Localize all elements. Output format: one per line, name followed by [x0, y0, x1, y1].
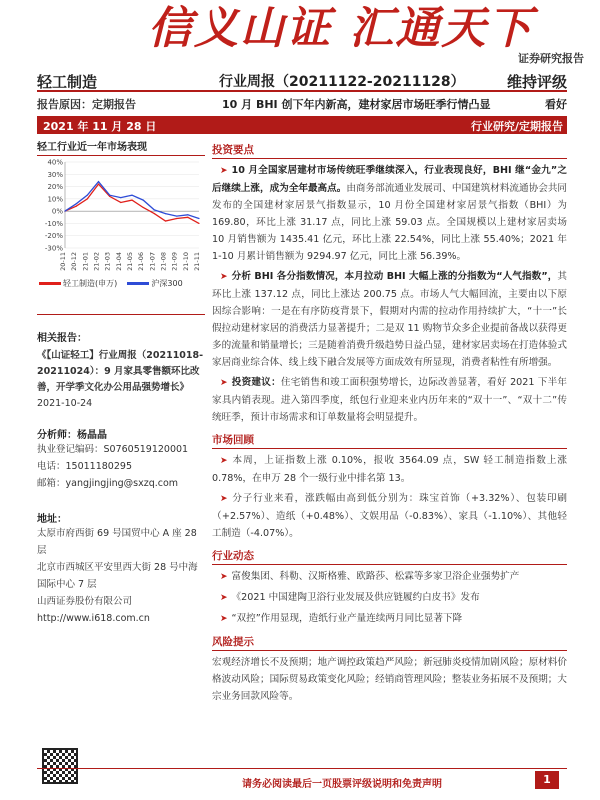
series-point-1: [131, 199, 132, 200]
risk-text: 宏观经济增长不及预期；地产调控政策趋严风险；新冠肺炎疫情加剧风险；原材料价格波动风险；国际贸易政策变化风险；经销商管理风险；整装业务拓展不及预期；大宗业务回款风险等。: [212, 657, 567, 702]
arrow-icon: ➤: [220, 614, 228, 624]
section-title-review: 市场回顾: [212, 432, 567, 449]
y-tick-label: 20%: [47, 183, 63, 192]
section-title-risk: 风险提示: [212, 634, 567, 651]
address-label: 地址：: [37, 514, 67, 525]
market-week-text: 本周，上证指数上涨 0.10%，报收 3564.09 点，SW 轻工制造指数上涨 0.78%，在申万 28 个一级行业中排名第 13。: [212, 455, 567, 484]
paragraph-bhi-lead: 10 月全国家居建材市场传统旺季继续深入，行业表现良好，BHI 继“金九”之后继续上涨，成为全年最高点。: [212, 165, 567, 194]
news-text-2: 《2021 中国建陶卫浴行业发展及供应链履约白皮书》发布: [231, 592, 480, 603]
series-point-1: [143, 207, 144, 208]
chart-title: 轻工行业近一年市场表现: [37, 138, 205, 156]
x-tick-label: 21-01: [81, 252, 90, 271]
series-point-2: [76, 203, 77, 204]
y-tick-label: -30%: [44, 244, 63, 253]
arrow-icon: ➤: [220, 272, 228, 282]
series-point-2: [120, 197, 121, 198]
subheader-row: [37, 96, 567, 114]
x-tick-label: 21-11: [193, 252, 201, 271]
x-tick-label: 21-04: [114, 252, 123, 271]
arrow-icon: ➤: [220, 494, 228, 504]
y-tick-label: 40%: [47, 158, 63, 167]
subsectors-text: 分子行业来看，涨跌幅由高到低分别为：珠宝首饰（+3.32%）、包装印刷（+2.57%）、造纸（+0.48%）、文娱用品（-0.83%）、家具（-1.10%）、其他轻工制造（-4.07%）。: [212, 493, 567, 539]
report-reason: 报告原因：定期报告: [37, 98, 136, 111]
series-point-1: [154, 213, 155, 214]
address-taiyuan: 太原市府西街 69 号国贸中心 A 座 28 层: [37, 528, 197, 556]
series-point-1: [76, 206, 77, 207]
paragraph-advice-body: 住宅销售和竣工面积强势增长，边际改善显著，看好 2021 下半年家具内销表现。进入第四季度，纸包行业迎来业内历年来的“双十一”、“双十二”传统旺季，预计市场需求和订单数量将会明显提升。: [212, 377, 568, 423]
y-tick-label: -10%: [44, 219, 63, 228]
x-tick-label: 21-03: [103, 252, 112, 271]
related-report: [37, 348, 205, 412]
paragraph-subsectors: [212, 490, 567, 542]
legend-swatch-red: [39, 282, 61, 285]
series-point-1: [109, 196, 110, 197]
market-performance-chart: [37, 156, 205, 296]
sector-name: 轻工制造: [37, 73, 98, 91]
series-point-1: [98, 184, 99, 185]
chart-canvas: [37, 156, 205, 276]
y-tick-label: 30%: [47, 170, 63, 179]
report-type: 行业周报（20211122-20211128）: [219, 74, 465, 90]
paragraph-subindex-lead: 分析 BHI 各分指数情况，本月拉动 BHI 大幅上涨的分指数为“人气指数”，: [231, 271, 558, 282]
paragraph-subindex: [212, 268, 567, 371]
page-number: 1: [535, 771, 559, 789]
arrow-icon: ➤: [220, 166, 228, 176]
address-beijing: 北京市西城区平安里西大街 28 号中海国际中心 7 层: [37, 562, 198, 590]
analyst-label: 分析师：杨晶晶: [37, 430, 107, 441]
y-tick-label: 10%: [47, 195, 63, 204]
paragraph-bhi-body: 由商务部流通业发展司、中国建筑材料流通协会共同发布的全国建材家居景气指数显示，10 月份全国建材家居景气指数（BHI）为 169.80，环比上涨 31.17 点，同比上涨 59.03 点。全国规模以上建材家居卖场 10 月销售额为 1435.41 亿元，环比上涨 22.54%，同比上涨 55.40%；2021 年 1-10 月累计销售额为 9294.97 亿元，同比上涨 56.39%。: [212, 183, 568, 262]
report-date: 2021 年 11 月 28 日: [43, 120, 157, 133]
section-title-highlights: 投资要点: [212, 142, 567, 159]
arrow-icon: ➤: [220, 378, 228, 388]
series-point-2: [143, 199, 144, 200]
series-point-2: [198, 218, 199, 219]
arrow-icon: ➤: [220, 456, 228, 466]
series-point-2: [165, 213, 166, 214]
arrow-icon: ➤: [220, 572, 228, 582]
date-bar: [37, 116, 567, 134]
paragraph-market-week: [212, 452, 567, 487]
legend-label-1: 轻工制造(申万): [63, 279, 118, 288]
footer: [37, 768, 567, 790]
company-website[interactable]: http://www.i618.com.cn: [37, 613, 150, 624]
sidebar: [37, 138, 205, 748]
x-tick-label: 21-08: [159, 252, 168, 271]
y-tick-label: -20%: [44, 232, 63, 241]
news-item: [212, 589, 567, 607]
series-point-2: [154, 209, 155, 210]
brand-slogan: 信义山证 汇通天下: [148, 3, 534, 54]
series-point-1: [198, 223, 199, 224]
chart-legend: [39, 278, 183, 289]
series-point-2: [187, 214, 188, 215]
series-point-1: [120, 202, 121, 203]
company-name: 山西证券股份有限公司: [37, 596, 133, 607]
legend-swatch-blue: [127, 282, 149, 285]
related-label: 相关报告：: [37, 333, 87, 344]
series-line-1: [65, 184, 199, 223]
series-point-2: [176, 215, 177, 216]
x-tick-label: 21-06: [137, 252, 146, 271]
header-bar: [37, 68, 567, 92]
legend-label-2: 沪深300: [151, 279, 183, 288]
footer-disclaimer: 请务必阅读最后一页股票评级说明和免责声明: [242, 779, 442, 790]
section-title-news: 行业动态: [212, 548, 567, 565]
main-content: [212, 138, 567, 750]
series-point-2: [64, 211, 65, 212]
x-tick-label: 20-12: [70, 252, 79, 271]
series-point-2: [109, 195, 110, 196]
paragraph-bhi: [212, 162, 567, 265]
rating: 维持评级: [506, 73, 567, 91]
brand-subtitle: 证券研究报告: [518, 52, 584, 65]
y-tick-label: 0%: [51, 207, 63, 216]
divider: [37, 314, 205, 315]
arrow-icon: ➤: [220, 593, 228, 603]
series-point-1: [176, 218, 177, 219]
related-report-title: 《【山证轻工】行业周报（20211018-20211024）：9 月家具零售额环比改善，开学季文化办公用品强势增长》: [37, 350, 204, 393]
news-text-1: 富俊集团、科勒、汉斯格雅、欧路莎、松霖等多家卫浴企业强势扩产: [231, 571, 520, 582]
x-tick-label: 21-10: [181, 252, 190, 271]
paragraph-subindex-body: 其环比上涨 137.12 点，同比上涨达 200.75 点。市场人气大幅回流，主要由以下原因综合影响：一是在有序防疫背景下，假期对内需的拉动作用持续扩大，“十一”长假拉动建材家居的消费活力显著提升；二是双 11 购物节众多企业提前备战以获得更多的流量和销量增长；三是随着消费升级趋势日益凸显，建材家居卖场在打造体验式家居商业综合体、线上线下融合发展等方面成效有所显现，消费者粘性有所增强。: [212, 271, 567, 368]
paragraph-advice: [212, 374, 567, 426]
series-point-2: [131, 195, 132, 196]
series-point-1: [187, 217, 188, 218]
news-text-3: “双控”作用显现，造纸行业产量连续两月同比显著下降: [231, 613, 463, 624]
paragraph-advice-lead: 投资建议：: [231, 377, 281, 388]
series-point-2: [98, 181, 99, 182]
series-point-1: [165, 220, 166, 221]
report-category: 行业研究/定期报告: [470, 120, 563, 133]
report-headline: 10 月 BHI 创下年内新高，建材家居市场旺季行情凸显: [222, 98, 491, 111]
x-tick-label: 21-09: [170, 252, 179, 271]
analyst-email: 邮箱：yangjingjing@sxzq.com: [37, 478, 179, 489]
related-report-date: 2021-10-24: [37, 398, 93, 409]
x-tick-label: 21-07: [148, 252, 157, 271]
analyst-phone: 电话：15011180295: [37, 461, 132, 472]
analyst-license: 执业登记编码：S0760519120001: [37, 444, 189, 455]
x-tick-label: 21-05: [126, 252, 134, 271]
x-tick-label: 21-02: [92, 252, 101, 271]
news-item: [212, 568, 567, 586]
investment-view: 看好: [545, 98, 567, 111]
series-point-1: [87, 198, 88, 199]
series-point-2: [87, 195, 88, 196]
x-tick-label: 20-11: [59, 252, 67, 271]
news-item: [212, 610, 567, 628]
